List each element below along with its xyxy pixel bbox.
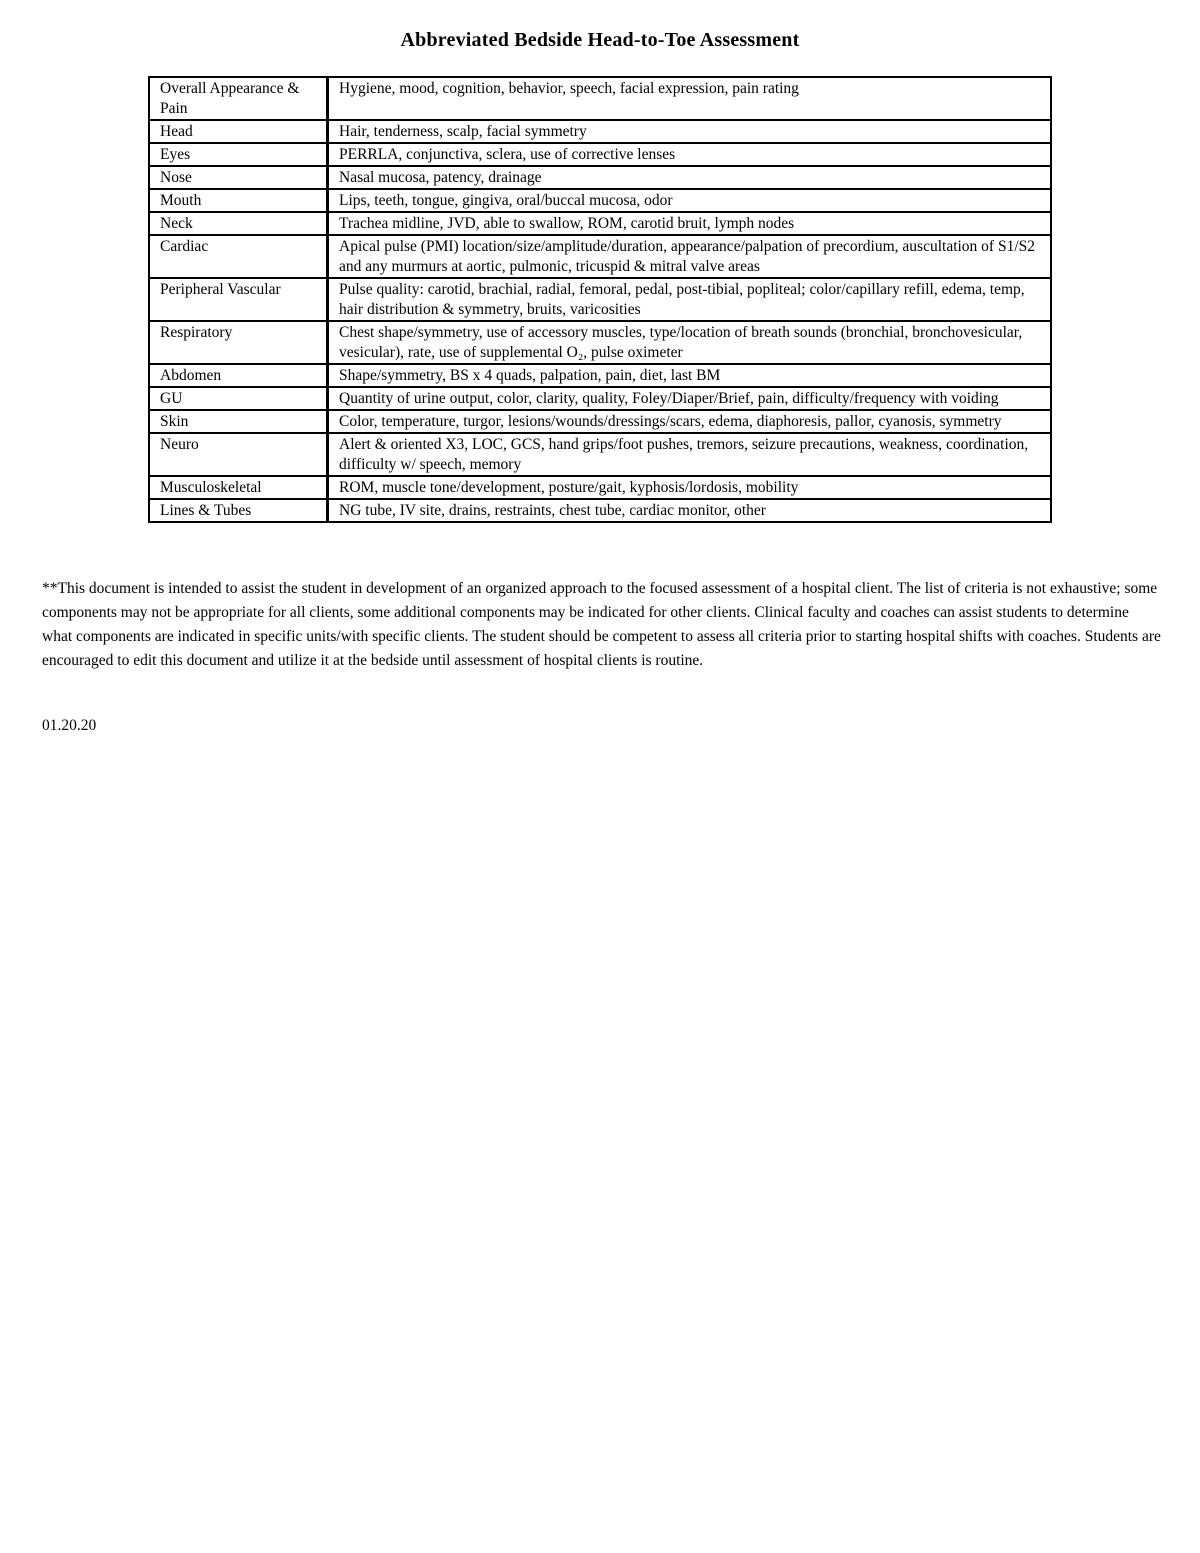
criteria-cell: ROM, muscle tone/development, posture/gait, kyphosis/lordosis, mobility xyxy=(328,476,1052,499)
table-row xyxy=(149,476,1051,499)
criteria-cell: Lips, teeth, tongue, gingiva, oral/buccal mucosa, odor xyxy=(328,189,1052,212)
category-cell: Eyes xyxy=(149,143,328,166)
criteria-cell: Pulse quality: carotid, brachial, radial, femoral, pedal, post-tibial, popliteal; color/capillary refill, edema, temp, hair distribution & symmetry, bruits, varicosities xyxy=(328,278,1052,321)
disclaimer-note: **This document is intended to assist the student in development of an organized approach to the focused assessment of a hospital client. The list of criteria is not exhaustive; some components may not be appropriate for all clients, some additional components may be indicated for other clients. Clinical faculty and coaches can assist students to determine what components are indicated in specific units/with specific clients. The student should be competent to assess all criteria prior to starting hospital shifts with coaches. Students are encouraged to edit this document and utilize it at the bedside until assessment of hospital clients is routine. xyxy=(42,580,1161,669)
table-row xyxy=(149,410,1051,433)
criteria-cell: Quantity of urine output, color, clarity, quality, Foley/Diaper/Brief, pain, difficulty/frequency with voiding xyxy=(328,387,1052,410)
table-row xyxy=(149,499,1051,522)
criteria-cell: Hair, tenderness, scalp, facial symmetry xyxy=(328,120,1052,143)
category-cell: Cardiac xyxy=(149,235,328,278)
category-cell: Abdomen xyxy=(149,364,328,387)
criteria-cell: NG tube, IV site, drains, restraints, chest tube, cardiac monitor, other xyxy=(328,499,1052,522)
criteria-cell: Trachea midline, JVD, able to swallow, ROM, carotid bruit, lymph nodes xyxy=(328,212,1052,235)
category-cell: Respiratory xyxy=(149,321,328,364)
table-row xyxy=(149,433,1051,476)
table-row xyxy=(149,189,1051,212)
criteria-cell: PERRLA, conjunctiva, sclera, use of corrective lenses xyxy=(328,143,1052,166)
criteria-cell: Color, temperature, turgor, lesions/wounds/dressings/scars, edema, diaphoresis, pallor, cyanosis, symmetry xyxy=(328,410,1052,433)
table-row xyxy=(149,387,1051,410)
category-cell: Musculoskeletal xyxy=(149,476,328,499)
category-cell: Overall Appearance & Pain xyxy=(149,77,328,120)
category-cell: Lines & Tubes xyxy=(149,499,328,522)
criteria-cell: Apical pulse (PMI) location/size/amplitude/duration, appearance/palpation of precordium, auscultation of S1/S2 and any murmurs at aortic, pulmonic, tricuspid & mitral valve areas xyxy=(328,235,1052,278)
category-cell: Skin xyxy=(149,410,328,433)
table-row xyxy=(149,235,1051,278)
category-cell: Peripheral Vascular xyxy=(149,278,328,321)
category-cell: Mouth xyxy=(149,189,328,212)
criteria-cell: Alert & oriented X3, LOC, GCS, hand grips/foot pushes, tremors, seizure precautions, weakness, coordination, difficulty w/ speech, memory xyxy=(328,433,1052,476)
category-cell: Head xyxy=(149,120,328,143)
document-date: 01.20.20 xyxy=(42,717,97,734)
criteria-cell: Shape/symmetry, BS x 4 quads, palpation, pain, diet, last BM xyxy=(328,364,1052,387)
category-cell: GU xyxy=(149,387,328,410)
table-row xyxy=(149,321,1051,364)
criteria-cell: Hygiene, mood, cognition, behavior, speech, facial expression, pain rating xyxy=(328,77,1052,120)
table-row xyxy=(149,212,1051,235)
table-row xyxy=(149,278,1051,321)
category-cell: Neck xyxy=(149,212,328,235)
criteria-cell: Nasal mucosa, patency, drainage xyxy=(328,166,1052,189)
table-row xyxy=(149,364,1051,387)
criteria-cell: Chest shape/symmetry, use of accessory muscles, type/location of breath sounds (bronchial, bronchovesicular, vesicular), rate, use of supplemental O₂, pulse oximeter xyxy=(328,321,1052,364)
category-cell: Nose xyxy=(149,166,328,189)
assessment-table xyxy=(148,76,1052,523)
table-row xyxy=(149,120,1051,143)
table-row xyxy=(149,77,1051,120)
table-row xyxy=(149,166,1051,189)
category-cell: Neuro xyxy=(149,433,328,476)
table-row xyxy=(149,143,1051,166)
page-title: Abbreviated Bedside Head-to-Toe Assessment xyxy=(400,29,800,51)
